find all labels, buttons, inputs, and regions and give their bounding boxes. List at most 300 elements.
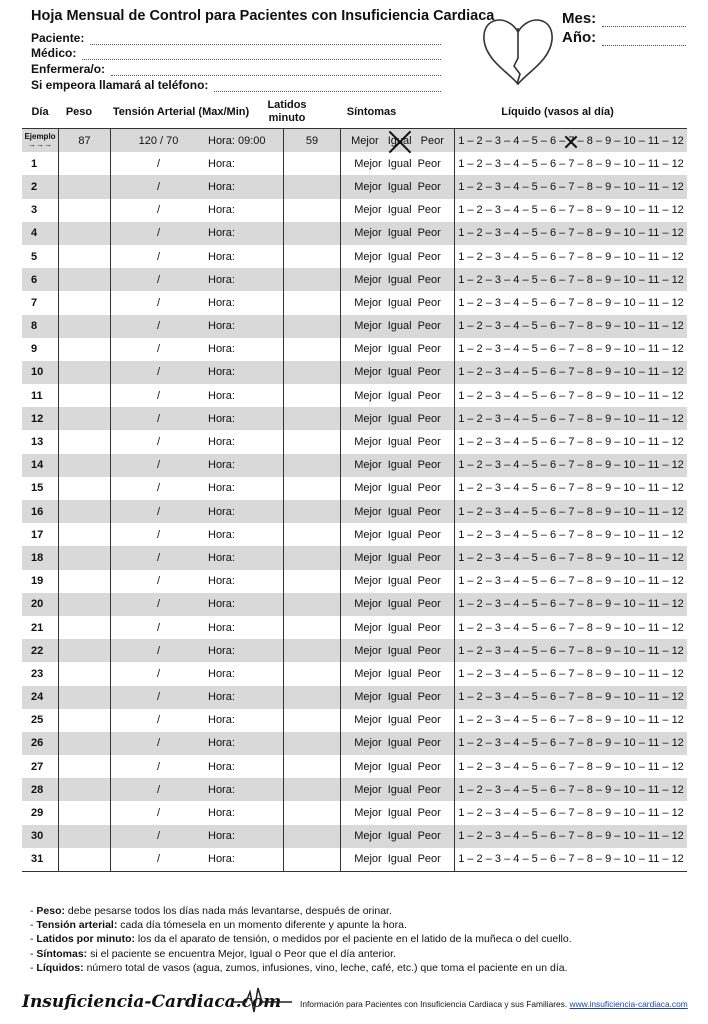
day-liquid-4[interactable]: 4 [513, 250, 520, 263]
hora-cell[interactable]: Hora: [206, 268, 284, 291]
day-liquid-9[interactable]: 9 [605, 621, 612, 634]
day-liquid-1[interactable]: 1 [458, 366, 465, 379]
day-liquid-4[interactable]: 4 [513, 551, 520, 564]
symptom-igual-option[interactable]: Igual [387, 621, 412, 634]
day-liquid-8[interactable]: 8 [586, 621, 593, 634]
symptom-mejor-option[interactable]: Mejor [354, 575, 382, 588]
day-liquid-8[interactable]: 8 [586, 366, 593, 379]
day-liquid-7[interactable]: 7 [568, 482, 575, 495]
day-liquid-2[interactable]: 2 [476, 807, 483, 820]
tension-cell[interactable]: / [156, 157, 161, 170]
day-liquid-4[interactable]: 4 [513, 737, 520, 750]
day-liquid-6[interactable]: 6 [549, 737, 557, 750]
day-liquid-8[interactable]: 8 [586, 273, 593, 286]
day-liquid-11[interactable]: 11 [647, 714, 660, 727]
medico-line[interactable] [82, 49, 441, 60]
day-liquid-7[interactable]: 7 [568, 273, 575, 286]
latidos-cell[interactable] [284, 222, 341, 245]
day-liquid-1[interactable]: 1 [458, 296, 465, 309]
symptom-peor-option[interactable]: Peor [417, 436, 441, 449]
tension-cell[interactable]: / [111, 686, 207, 709]
day-liquid-9[interactable]: 9 [605, 157, 612, 170]
day-liquid-11[interactable]: 11 [647, 227, 660, 240]
day-liquid-1[interactable]: 1 [458, 528, 465, 541]
latidos-cell[interactable] [284, 616, 341, 639]
tension-cell[interactable]: / [111, 268, 207, 291]
day-liquid-6[interactable]: 6 [549, 320, 557, 333]
day-liquid-5[interactable]: 5 [531, 598, 538, 611]
day-liquid-2[interactable]: 2 [476, 551, 483, 564]
day-liquid-9[interactable]: 9 [605, 227, 612, 240]
tension-cell[interactable]: / [111, 546, 207, 569]
day-liquid-8[interactable]: 8 [586, 737, 593, 750]
latidos-cell[interactable] [284, 361, 341, 384]
symptom-mejor-option[interactable]: Mejor [354, 250, 382, 263]
day-liquid-10[interactable]: 10 [623, 621, 636, 634]
symptom-igual-option[interactable]: Igual [387, 180, 412, 193]
hora-cell[interactable]: Hora: [206, 778, 284, 801]
symptom-igual-option[interactable]: Igual [387, 667, 412, 680]
day-liquid-10[interactable]: 10 [623, 296, 636, 309]
mes-line[interactable] [602, 15, 686, 27]
paciente-line[interactable] [90, 34, 441, 45]
tension-cell[interactable]: / [156, 343, 161, 356]
day-liquid-11[interactable]: 11 [647, 343, 660, 356]
day-liquid-7[interactable]: 7 [568, 621, 575, 634]
latidos-cell[interactable] [284, 384, 341, 407]
day-liquid-1[interactable]: 1 [458, 505, 465, 518]
latidos-cell[interactable] [284, 152, 341, 175]
symptom-igual-option[interactable]: Igual [387, 575, 412, 588]
symptom-igual-option[interactable]: Igual [387, 737, 412, 750]
symptom-igual-option[interactable]: Igual [387, 273, 412, 286]
day-liquid-1[interactable]: 1 [458, 551, 465, 564]
symptom-igual-option[interactable]: Igual [387, 853, 412, 866]
day-liquid-12[interactable]: 12 [671, 180, 684, 193]
day-liquid-1[interactable]: 1 [458, 691, 465, 704]
hora-cell[interactable]: Hora: [206, 686, 284, 709]
day-liquid-5[interactable]: 5 [531, 204, 538, 217]
day-liquid-6[interactable]: 6 [549, 853, 557, 866]
day-liquid-11[interactable]: 11 [647, 366, 660, 379]
peso-cell[interactable] [59, 755, 111, 778]
telefono-line[interactable] [214, 81, 441, 92]
peso-cell[interactable] [59, 384, 111, 407]
latidos-cell[interactable] [284, 732, 341, 755]
day-liquid-4[interactable]: 4 [513, 459, 520, 472]
day-liquid-9[interactable]: 9 [605, 505, 612, 518]
day-liquid-12[interactable]: 12 [671, 853, 684, 866]
day-liquid-8[interactable]: 8 [586, 296, 593, 309]
example-liquid-5[interactable]: 5 [531, 134, 538, 147]
day-liquid-5[interactable]: 5 [531, 783, 538, 796]
day-liquid-8[interactable]: 8 [586, 691, 593, 704]
symptom-mejor-option[interactable]: Mejor [354, 528, 382, 541]
peso-cell[interactable] [59, 523, 111, 546]
day-liquid-7[interactable]: 7 [568, 436, 575, 449]
day-liquid-3[interactable]: 3 [494, 482, 502, 495]
latidos-cell[interactable] [284, 407, 341, 430]
day-liquid-2[interactable]: 2 [476, 320, 483, 333]
day-liquid-7[interactable]: 7 [568, 575, 575, 588]
latidos-cell[interactable] [284, 709, 341, 732]
day-liquid-5[interactable]: 5 [531, 273, 538, 286]
symptom-peor-option[interactable]: Peor [417, 853, 441, 866]
day-liquid-12[interactable]: 12 [671, 807, 684, 820]
day-liquid-9[interactable]: 9 [605, 783, 612, 796]
example-liquid-2[interactable]: 2 [476, 134, 483, 147]
example-liquid-9[interactable]: 9 [605, 134, 612, 147]
day-liquid-10[interactable]: 10 [623, 575, 636, 588]
peso-cell[interactable] [59, 315, 111, 338]
peso-cell[interactable] [59, 570, 111, 593]
day-liquid-4[interactable]: 4 [513, 157, 520, 170]
day-liquid-12[interactable]: 12 [671, 227, 684, 240]
day-liquid-11[interactable]: 11 [647, 575, 660, 588]
tension-cell[interactable]: / [156, 807, 161, 820]
day-liquid-2[interactable]: 2 [476, 598, 483, 611]
day-liquid-11[interactable]: 11 [647, 157, 660, 170]
day-liquid-2[interactable]: 2 [476, 853, 483, 866]
day-liquid-11[interactable]: 11 [647, 412, 660, 425]
day-liquid-4[interactable]: 4 [513, 482, 520, 495]
symptom-mejor-option[interactable]: Mejor [354, 505, 382, 518]
day-liquid-11[interactable]: 11 [647, 296, 660, 309]
symptom-peor-option[interactable]: Peor [417, 783, 441, 796]
day-liquid-5[interactable]: 5 [531, 343, 538, 356]
day-liquid-11[interactable]: 11 [647, 551, 660, 564]
day-liquid-5[interactable]: 5 [531, 760, 538, 773]
day-liquid-3[interactable]: 3 [494, 760, 502, 773]
day-liquid-12[interactable]: 12 [671, 366, 684, 379]
day-liquid-10[interactable]: 10 [623, 389, 636, 402]
peso-cell[interactable] [59, 778, 111, 801]
day-liquid-9[interactable]: 9 [605, 296, 612, 309]
symptom-mejor-option[interactable]: Mejor [354, 667, 382, 680]
symptom-peor-option[interactable]: Peor [417, 575, 441, 588]
day-liquid-2[interactable]: 2 [476, 667, 483, 680]
peso-cell[interactable] [59, 801, 111, 824]
hora-cell[interactable]: Hora: [206, 384, 284, 407]
day-liquid-5[interactable]: 5 [531, 436, 538, 449]
latidos-cell[interactable] [284, 245, 341, 268]
day-liquid-1[interactable]: 1 [458, 644, 465, 657]
day-liquid-3[interactable]: 3 [494, 157, 502, 170]
day-liquid-7[interactable]: 7 [568, 505, 575, 518]
day-liquid-4[interactable]: 4 [513, 853, 520, 866]
day-liquid-12[interactable]: 12 [671, 528, 684, 541]
day-liquid-3[interactable]: 3 [494, 853, 502, 866]
day-liquid-10[interactable]: 10 [623, 760, 636, 773]
day-liquid-4[interactable]: 4 [513, 343, 520, 356]
day-liquid-2[interactable]: 2 [476, 505, 483, 518]
peso-cell[interactable] [59, 546, 111, 569]
day-liquid-4[interactable]: 4 [513, 575, 520, 588]
day-liquid-1[interactable]: 1 [458, 621, 465, 634]
day-liquid-8[interactable]: 8 [586, 459, 593, 472]
day-liquid-3[interactable]: 3 [494, 343, 502, 356]
day-liquid-2[interactable]: 2 [476, 273, 483, 286]
day-liquid-11[interactable]: 11 [647, 621, 660, 634]
symptom-peor-option[interactable]: Peor [417, 204, 441, 217]
day-liquid-3[interactable]: 3 [494, 783, 502, 796]
day-liquid-1[interactable]: 1 [458, 737, 465, 750]
day-liquid-5[interactable]: 5 [531, 250, 538, 263]
day-liquid-8[interactable]: 8 [586, 783, 593, 796]
day-liquid-3[interactable]: 3 [494, 366, 502, 379]
day-liquid-7[interactable]: 7 [568, 343, 575, 356]
peso-cell[interactable] [59, 199, 111, 222]
day-liquid-11[interactable]: 11 [647, 273, 660, 286]
day-liquid-6[interactable]: 6 [549, 830, 557, 843]
peso-cell[interactable] [59, 245, 111, 268]
day-liquid-1[interactable]: 1 [458, 157, 465, 170]
example-liquid-10[interactable]: 10 [623, 134, 636, 147]
day-liquid-2[interactable]: 2 [476, 343, 483, 356]
hora-cell[interactable]: Hora: [206, 546, 284, 569]
day-liquid-5[interactable]: 5 [531, 296, 538, 309]
day-liquid-1[interactable]: 1 [458, 783, 465, 796]
day-liquid-7[interactable]: 7 [568, 250, 575, 263]
hora-cell[interactable]: Hora: [206, 245, 284, 268]
day-liquid-7[interactable]: 7 [568, 737, 575, 750]
day-liquid-11[interactable]: 11 [647, 436, 660, 449]
symptom-mejor-option[interactable]: Mejor [354, 180, 382, 193]
hora-cell[interactable]: Hora: [206, 709, 284, 732]
day-liquid-10[interactable]: 10 [623, 366, 636, 379]
symptom-peor-option[interactable]: Peor [417, 250, 441, 263]
day-liquid-7[interactable]: 7 [568, 598, 575, 611]
latidos-cell[interactable] [284, 315, 341, 338]
day-liquid-10[interactable]: 10 [623, 250, 636, 263]
day-liquid-9[interactable]: 9 [605, 459, 612, 472]
day-liquid-10[interactable]: 10 [623, 227, 636, 240]
latidos-cell[interactable] [284, 175, 341, 198]
symptom-igual-option[interactable]: Igual [387, 482, 412, 495]
day-liquid-2[interactable]: 2 [476, 621, 483, 634]
symptom-peor-option[interactable]: Peor [417, 343, 441, 356]
day-liquid-9[interactable]: 9 [605, 575, 612, 588]
day-liquid-4[interactable]: 4 [513, 807, 520, 820]
day-liquid-9[interactable]: 9 [605, 204, 612, 217]
day-liquid-11[interactable]: 11 [647, 783, 660, 796]
day-liquid-6[interactable]: 6 [549, 389, 557, 402]
day-liquid-1[interactable]: 1 [458, 667, 465, 680]
symptom-mejor-option[interactable]: Mejor [354, 551, 382, 564]
symptom-igual-option[interactable]: Igual [387, 320, 412, 333]
day-liquid-10[interactable]: 10 [623, 853, 636, 866]
day-liquid-10[interactable]: 10 [623, 830, 636, 843]
symptom-peor-option[interactable]: Peor [417, 505, 441, 518]
tension-cell[interactable]: / [111, 500, 207, 523]
day-liquid-6[interactable]: 6 [549, 366, 557, 379]
day-liquid-5[interactable]: 5 [531, 180, 538, 193]
symptom-peor-option[interactable]: Peor [417, 528, 441, 541]
day-liquid-10[interactable]: 10 [623, 644, 636, 657]
hora-cell[interactable]: Hora: [206, 477, 284, 500]
peso-cell[interactable] [59, 593, 111, 616]
day-liquid-5[interactable]: 5 [531, 714, 538, 727]
hora-cell[interactable]: Hora: [206, 291, 284, 314]
day-liquid-11[interactable]: 11 [647, 528, 660, 541]
peso-cell[interactable] [59, 686, 111, 709]
day-liquid-8[interactable]: 8 [586, 436, 593, 449]
day-liquid-2[interactable]: 2 [476, 157, 483, 170]
day-liquid-1[interactable]: 1 [458, 320, 465, 333]
day-liquid-7[interactable]: 7 [568, 691, 575, 704]
tension-cell[interactable]: / [156, 250, 161, 263]
day-liquid-12[interactable]: 12 [671, 551, 684, 564]
day-liquid-12[interactable]: 12 [671, 691, 684, 704]
mes-field[interactable] [562, 10, 686, 27]
day-liquid-7[interactable]: 7 [568, 320, 575, 333]
day-liquid-10[interactable]: 10 [623, 320, 636, 333]
footer-link[interactable]: www.insuficiencia-cardiaca.com [569, 999, 688, 1009]
day-liquid-11[interactable]: 11 [647, 505, 660, 518]
day-liquid-7[interactable]: 7 [568, 204, 575, 217]
day-liquid-10[interactable]: 10 [623, 157, 636, 170]
day-liquid-9[interactable]: 9 [605, 389, 612, 402]
symptom-peor-option[interactable]: Peor [417, 320, 441, 333]
peso-cell[interactable] [59, 222, 111, 245]
day-liquid-8[interactable]: 8 [586, 157, 593, 170]
symptom-igual-option[interactable]: Igual [387, 296, 412, 309]
day-liquid-4[interactable]: 4 [513, 621, 520, 634]
day-liquid-9[interactable]: 9 [605, 250, 612, 263]
day-liquid-3[interactable]: 3 [494, 691, 502, 704]
hora-cell[interactable]: Hora: [206, 755, 284, 778]
day-liquid-6[interactable]: 6 [549, 343, 557, 356]
peso-cell[interactable] [59, 662, 111, 685]
day-liquid-6[interactable]: 6 [549, 412, 557, 425]
day-liquid-3[interactable]: 3 [494, 320, 502, 333]
day-liquid-4[interactable]: 4 [513, 436, 520, 449]
hora-cell[interactable]: Hora: [206, 175, 284, 198]
day-liquid-3[interactable]: 3 [494, 737, 502, 750]
day-liquid-11[interactable]: 11 [647, 598, 660, 611]
day-liquid-7[interactable]: 7 [568, 157, 575, 170]
day-liquid-4[interactable]: 4 [513, 320, 520, 333]
day-liquid-2[interactable]: 2 [476, 737, 483, 750]
day-liquid-2[interactable]: 2 [476, 389, 483, 402]
day-liquid-12[interactable]: 12 [671, 505, 684, 518]
symptom-peor-option[interactable]: Peor [417, 412, 441, 425]
day-liquid-4[interactable]: 4 [513, 505, 520, 518]
hora-cell[interactable]: Hora: [206, 825, 284, 848]
day-liquid-7[interactable]: 7 [568, 760, 575, 773]
day-liquid-5[interactable]: 5 [531, 459, 538, 472]
day-liquid-4[interactable]: 4 [513, 296, 520, 309]
symptom-mejor-option[interactable]: Mejor [354, 598, 382, 611]
tension-cell[interactable]: / [111, 825, 207, 848]
symptom-mejor-option[interactable]: Mejor [354, 227, 382, 240]
day-liquid-5[interactable]: 5 [531, 575, 538, 588]
peso-cell[interactable] [59, 152, 111, 175]
tension-cell[interactable]: / [156, 296, 161, 309]
tension-cell[interactable]: / [111, 593, 207, 616]
day-liquid-6[interactable]: 6 [549, 575, 557, 588]
symptom-mejor-option[interactable]: Mejor [354, 273, 382, 286]
tension-cell[interactable]: / [156, 621, 161, 634]
day-liquid-3[interactable]: 3 [494, 575, 502, 588]
day-liquid-11[interactable]: 11 [647, 482, 660, 495]
day-liquid-1[interactable]: 1 [458, 250, 465, 263]
symptom-igual-option[interactable]: Igual [387, 714, 412, 727]
day-liquid-6[interactable]: 6 [549, 505, 557, 518]
symptom-peor-option[interactable]: Peor [417, 296, 441, 309]
symptom-igual-option[interactable]: Igual [387, 436, 412, 449]
symptom-mejor-option[interactable]: Mejor [354, 830, 382, 843]
day-liquid-4[interactable]: 4 [513, 667, 520, 680]
day-liquid-6[interactable]: 6 [549, 714, 557, 727]
day-liquid-9[interactable]: 9 [605, 320, 612, 333]
day-liquid-5[interactable]: 5 [531, 389, 538, 402]
day-liquid-5[interactable]: 5 [531, 505, 538, 518]
symptom-peor-option[interactable]: Peor [417, 227, 441, 240]
day-liquid-12[interactable]: 12 [671, 343, 684, 356]
day-liquid-8[interactable]: 8 [586, 853, 593, 866]
symptom-igual-option[interactable]: Igual [387, 227, 412, 240]
day-liquid-5[interactable]: 5 [531, 621, 538, 634]
day-liquid-10[interactable]: 10 [623, 180, 636, 193]
day-liquid-5[interactable]: 5 [531, 227, 538, 240]
latidos-cell[interactable] [284, 755, 341, 778]
latidos-cell[interactable] [284, 848, 341, 872]
day-liquid-3[interactable]: 3 [494, 436, 502, 449]
day-liquid-11[interactable]: 11 [647, 459, 660, 472]
tension-cell[interactable]: / [156, 528, 161, 541]
day-liquid-3[interactable]: 3 [494, 807, 502, 820]
day-liquid-6[interactable]: 6 [549, 273, 557, 286]
symptom-mejor-option[interactable]: Mejor [354, 691, 382, 704]
hora-cell[interactable]: Hora: [206, 407, 284, 430]
day-liquid-5[interactable]: 5 [531, 482, 538, 495]
day-liquid-6[interactable]: 6 [549, 667, 557, 680]
hora-cell[interactable]: Hora: [206, 430, 284, 453]
hora-cell[interactable]: Hora: [206, 801, 284, 824]
day-liquid-10[interactable]: 10 [623, 551, 636, 564]
day-liquid-5[interactable]: 5 [531, 691, 538, 704]
tension-cell[interactable]: / [156, 575, 161, 588]
day-liquid-8[interactable]: 8 [586, 250, 593, 263]
day-liquid-12[interactable]: 12 [671, 830, 684, 843]
day-liquid-1[interactable]: 1 [458, 807, 465, 820]
day-liquid-9[interactable]: 9 [605, 853, 612, 866]
day-liquid-4[interactable]: 4 [513, 783, 520, 796]
day-liquid-4[interactable]: 4 [513, 644, 520, 657]
symptom-mejor-option[interactable]: Mejor [354, 760, 382, 773]
day-liquid-3[interactable]: 3 [494, 412, 502, 425]
day-liquid-4[interactable]: 4 [513, 180, 520, 193]
symptom-mejor-option[interactable]: Mejor [354, 459, 382, 472]
symptom-mejor-option[interactable]: Mejor [354, 320, 382, 333]
day-liquid-9[interactable]: 9 [605, 180, 612, 193]
day-liquid-12[interactable]: 12 [671, 667, 684, 680]
day-liquid-2[interactable]: 2 [476, 436, 483, 449]
day-liquid-9[interactable]: 9 [605, 273, 612, 286]
symptom-peor-option[interactable]: Peor [417, 180, 441, 193]
day-liquid-3[interactable]: 3 [494, 296, 502, 309]
day-liquid-2[interactable]: 2 [476, 830, 483, 843]
example-liquid-8[interactable]: 8 [586, 134, 593, 147]
day-liquid-7[interactable]: 7 [568, 551, 575, 564]
day-liquid-8[interactable]: 8 [586, 482, 593, 495]
day-liquid-12[interactable]: 12 [671, 459, 684, 472]
peso-cell[interactable] [59, 454, 111, 477]
symptom-igual-option[interactable]: Igual [387, 528, 412, 541]
medico-field[interactable] [31, 46, 441, 60]
day-liquid-1[interactable]: 1 [458, 853, 465, 866]
